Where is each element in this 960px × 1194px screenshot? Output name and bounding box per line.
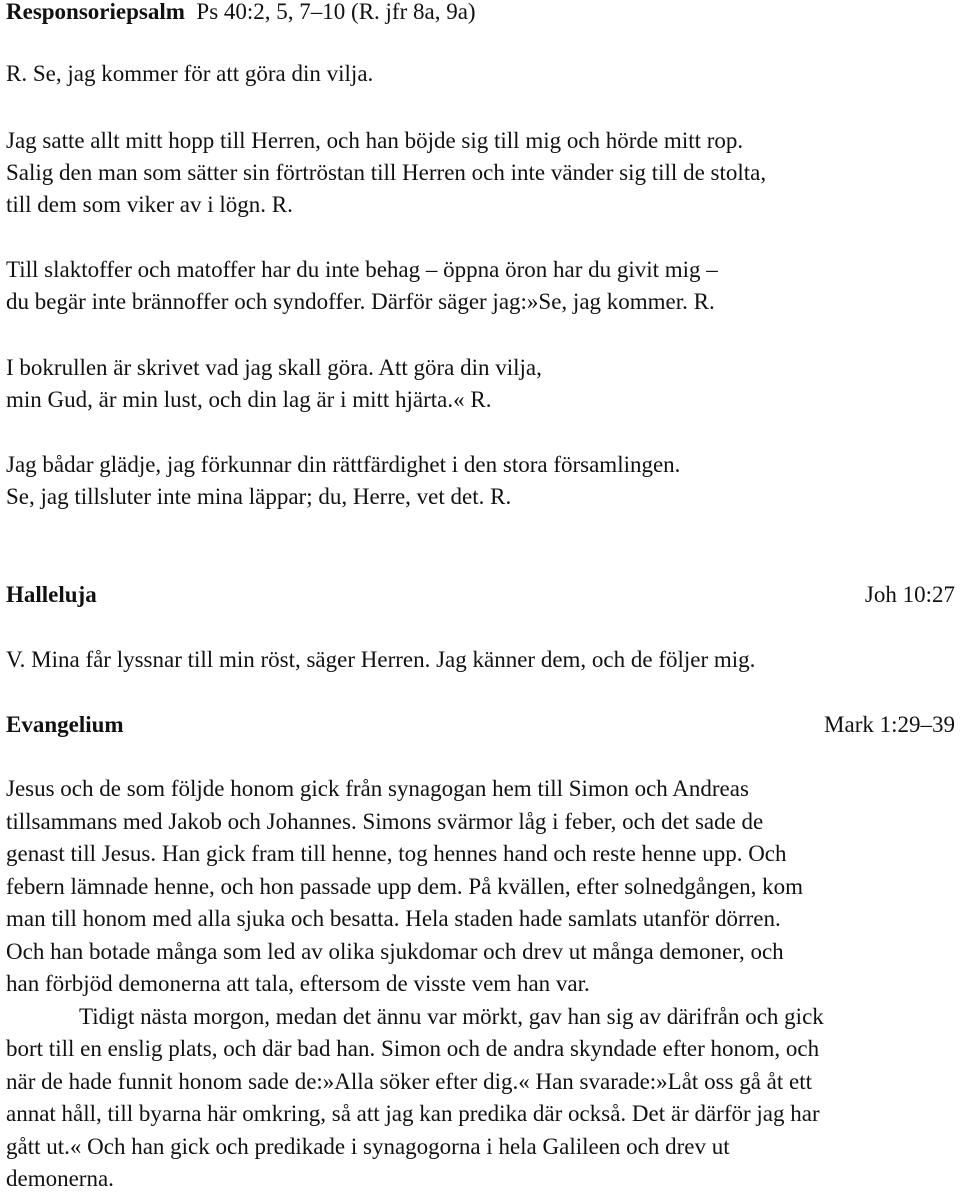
psalm-stanza-1-line-3: till dem som viker av i lögn. R. — [6, 192, 293, 217]
gospel-line-5: man till honom med alla sjuka och besatta. Hela staden hade samlats utanför dörren. — [6, 906, 781, 931]
psalm-stanza-3-line-2: min Gud, är min lust, och din lag är i mitt hjärta.« R. — [6, 387, 492, 412]
gospel-line-3: genast till Jesus. Han gick fram till henne, tog hennes hand och reste henne upp. Och — [6, 841, 787, 866]
alleluia-heading-row — [6, 580, 955, 610]
psalm-heading-line — [6, 0, 476, 27]
psalm-stanza-1-line-1: Jag satte allt mitt hopp till Herren, och han böjde sig till mig och hörde mitt rop. — [6, 128, 744, 153]
gospel-line-4: febern lämnade henne, och hon passade upp dem. På kvällen, efter solnedgången, kom — [6, 874, 804, 899]
gospel-reference: Mark 1:29–39 — [824, 712, 955, 737]
gospel-heading: Evangelium — [6, 712, 124, 737]
psalm-stanza-2-line-2: du begär inte brännoffer och syndoffer. Därför säger jag:»Se, jag kommer. R. — [6, 289, 715, 314]
alleluia-reference: Joh 10:27 — [864, 582, 955, 607]
gospel-line-10: när de hade funnit honom sade de:»Alla söker efter dig.« Han svarade:»Låt oss gå åt ett — [6, 1069, 813, 1094]
alleluia-verse: V. Mina får lyssnar till min röst, säger Herren. Jag känner dem, och de följer mig. — [6, 647, 756, 672]
gospel-line-9: bort till en enslig plats, och där bad han. Simon och de andra skyndade efter honom, och — [6, 1036, 820, 1061]
psalm-stanza-4-line-2: Se, jag tillsluter inte mina läppar; du, Herre, vet det. R. — [6, 484, 512, 509]
gospel-line-11: annat håll, till byarna här omkring, så att jag kan predika där också. Det är därför jag har — [6, 1101, 820, 1126]
gospel-heading-row — [6, 710, 955, 740]
psalm-stanza-3-line-1: I bokrullen är skrivet vad jag skall göra. Att göra din vilja, — [6, 355, 542, 380]
gospel-line-6: Och han botade många som led av olika sjukdomar och drev ut många demoner, och — [6, 939, 784, 964]
psalm-stanza-2-line-1: Till slaktoffer och matoffer har du inte behag – öppna öron har du givit mig – — [6, 257, 718, 282]
gospel-line-8: Tidigt nästa morgon, medan det ännu var mörkt, gav han sig av därifrån och gick — [79, 1004, 824, 1029]
gospel-line-13: demonerna. — [6, 1166, 114, 1191]
psalm-stanza-1-line-2: Salig den man som sätter sin förtröstan till Herren och inte vänder sig till de stolta, — [6, 160, 767, 185]
psalm-reference: Ps 40:2, 5, 7–10 (R. jfr 8a, 9a) — [196, 0, 476, 24]
psalm-refrain: R. Se, jag kommer för att göra din vilja. — [6, 61, 374, 86]
gospel-line-1: Jesus och de som följde honom gick från synagogan hem till Simon och Andreas — [6, 776, 749, 801]
gospel-line-12: gått ut.« Och han gick och predikade i synagogorna i hela Galileen och drev ut — [6, 1134, 730, 1159]
gospel-line-2: tillsammans med Jakob och Johannes. Simons svärmor låg i feber, och det sade de — [6, 809, 764, 834]
psalm-heading: Responsoriepsalm — [6, 0, 185, 24]
alleluia-heading: Halleluja — [6, 582, 97, 607]
gospel-line-7: han förbjöd demonerna att tala, eftersom de visste vem han var. — [6, 971, 590, 996]
psalm-stanza-4-line-1: Jag bådar glädje, jag förkunnar din rättfärdighet i den stora församlingen. — [6, 452, 681, 477]
